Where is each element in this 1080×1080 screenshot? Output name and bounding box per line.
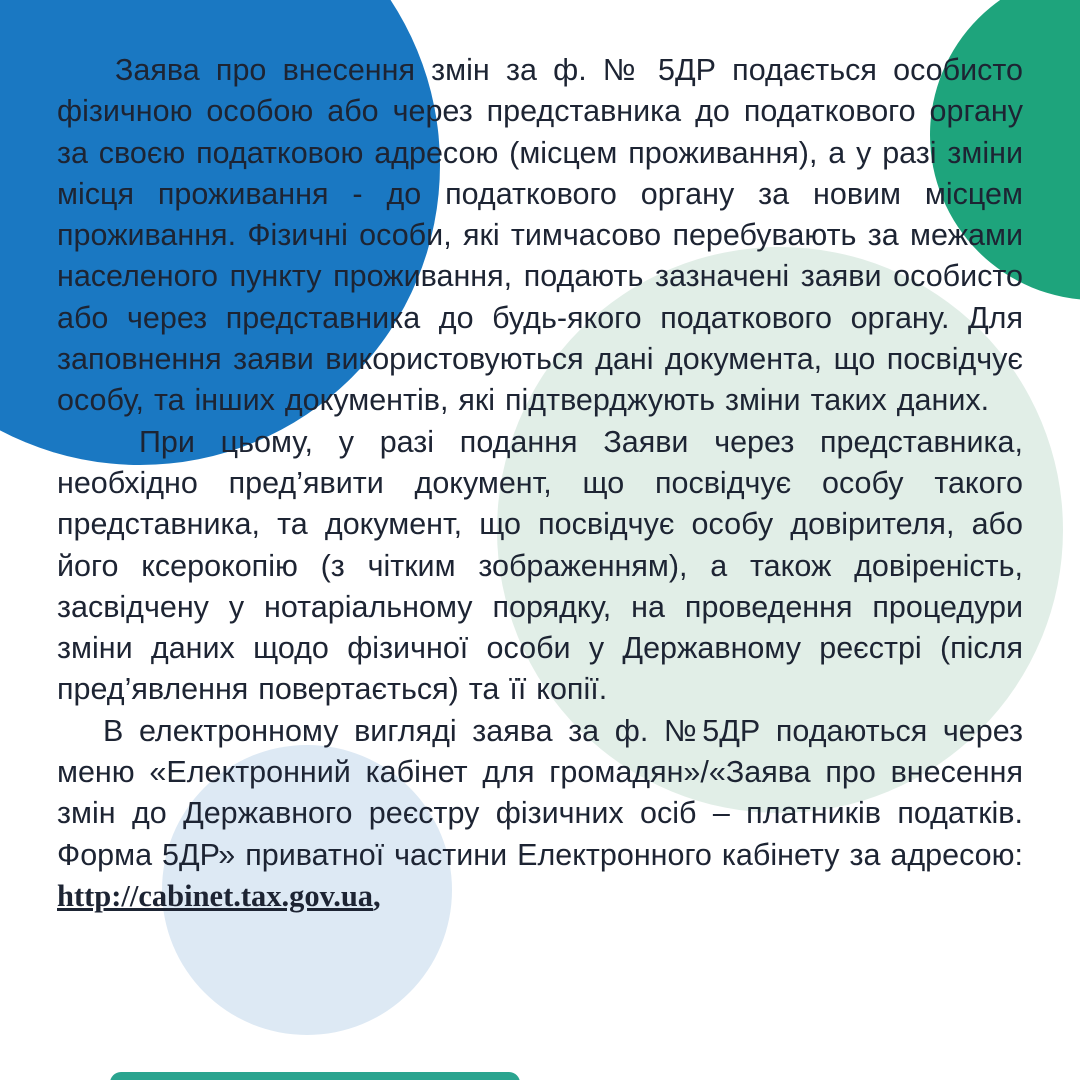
paragraph-electronic-submission-text: В електронному вигляді заява за ф. №5ДР подаються через меню «Електронний кабінет для громадян»/«Заява про внесення змін до Державного реєстру фізичних осіб – платників податків. Форма 5ДР» приватної частини Електронного кабінету за адресою: bbox=[57, 713, 1023, 872]
article-text bbox=[57, 50, 1023, 917]
paragraph-submission-rules: Заява про внесення змін за ф. № 5ДР подається особисто фізичною особою або через представника до податкового органу за своєю податковою адресою (місцем проживання), а у разі зміни місця проживання - до податкового органу за новим місцем проживання. Фізичні особи, які тимчасово перебувають за межами населеного пункту проживання, подають зазначені заяви особисто або через представника до будь-якого податкового органу. Для заповнення заяви використовуються дані документа, що посвідчує особу, та інших документів, які підтверджують зміни таких даних. bbox=[57, 53, 1023, 418]
paragraph-electronic-submission bbox=[57, 711, 1023, 917]
teal-arc-decoration bbox=[110, 1072, 520, 1080]
paragraph-representative-documents: При цьому, у разі подання Заяви через представника, необхідно пред’явити документ, що посвідчує особу такого представника, та документ, що посвідчує особу довірителя, або його ксерокопію (з чітким зображенням), а також довіреність, засвідчену у нотаріальному порядку, на проведення процедури зміни даних щодо фізичної особи у Державному реєстрі (після пред’явлення повертається) та її копії. bbox=[57, 424, 1023, 707]
link-trailing-comma: , bbox=[373, 878, 381, 913]
cabinet-tax-link[interactable]: http://cabinet.tax.gov.ua bbox=[57, 878, 374, 913]
